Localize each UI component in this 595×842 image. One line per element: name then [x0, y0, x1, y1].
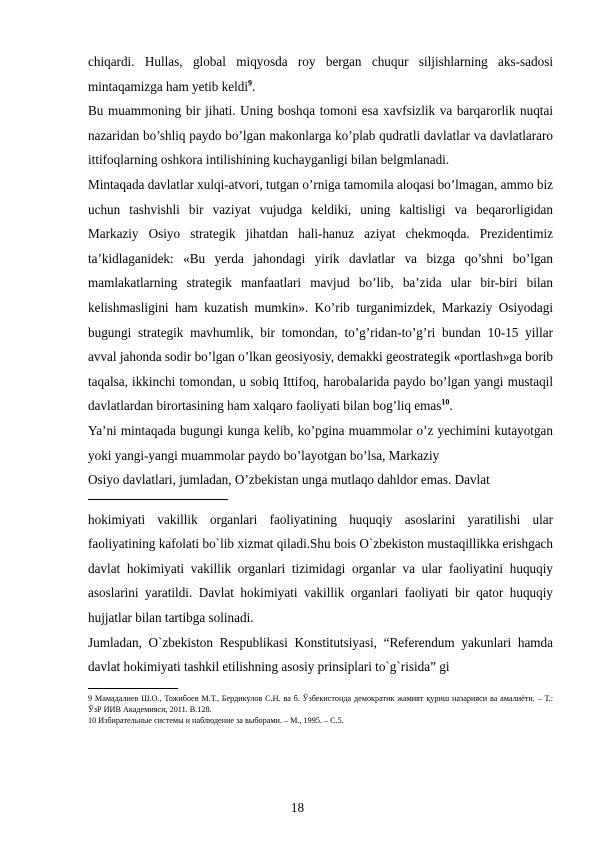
paragraph-2: Bu muammoning bir jihati. Uning boshqa tomoni esa xavfsizlik va barqarorlik nuqtai nazaridan bo’shliq paydo bo’lgan makonlarga ko’plab qudratli davlatlar va davlatlararo ittifoqlarning oshkora intilishining kuchayganligi bilan belgmlanadi. — [88, 103, 553, 168]
footnote-10: 10 Избирательные системы и наблюдение за выборами. – М., 1995. – С.5. — [88, 715, 344, 725]
footnotes — [88, 693, 553, 726]
main-text — [88, 50, 553, 726]
paragraph-4: Ya’ni mintaqada bugungi kunga kelib, ko’pgina muammolar o’z yechimini kutayotgan yoki yangi-yangi muammolar paydo bo’layotgan bo’lsa, Markaziy — [88, 422, 553, 463]
paragraph-1-end: . — [252, 78, 256, 94]
paragraph-5: hokimiyati vakillik organlari faoliyatining huquqiy asoslarini yaratilishi ular faoliyatining kafolati bo`lib xizmat qiladi.Shu bois O`zbekiston mustaqillikka erishgach davlat hokimiyati vakillik organlari tizimidagi organlar va ular faoliyatini huquqiy asoslarini yaratildi. Davlat hokimiyati vakillik organlari faoliyati bir qator huquqiy hujjatlar bilan tartibga solinadi. — [88, 511, 553, 626]
paragraph-6: Jumladan, O`zbekiston Respublikasi Konstitutsiyasi, “Referendum yakunlari hamda davlat hokimiyati tashkil etilishning asosiy prinsiplari to`g`risida” gi — [88, 634, 553, 675]
paragraph-4-continuation: Osiyo davlatlari, jumladan, O’zbekistan unga mutlaqo dahldor emas. Davlat — [88, 472, 490, 488]
footnote-ref-9: 9 — [248, 78, 253, 88]
footnote-9: 9 Мамадалиев Ш.О., Тожибоев М.Т., Бердикулов С.Н. ва б. Ўзбекистонда демократик жамият қуриш назарияси ва амалиёти. – Т.: ЎзР ИИВ Академияси, 2011. В.128. — [88, 693, 553, 714]
paragraph-3-text: Mintaqada davlatlar xulqi-atvori, tutgan o’rniga tamomila aloqasi bo’lmagan, ammo biz uchun tashvishli bir vaziyat vujudga keldiki, uning kaltisligi va beqarorligidan Markaziy Osiyo strategik jihatdan hali-hanuz aziyat chekmoqda. Prezidentimiz ta’kidlaganidek: «Bu yerda jahondagi yirik davlatlar va bizga qo’shni bo’lgan mamlakatlarning strategik manfaatlari mavjud bo’lib, ba’zida ular bir-biri bilan kelishmasligini ham kuzatish mumkin». Ko’rib turganimizdek, Markaziy Osiyodagi bugungi strategik mavhumlik, bir tomondan, to’g’ridan-to’g’ri bundan 10-15 yillar avval jahonda sodir bo’lgan o’lkan geosiyosiy, demakki geostrategik «portlash»ga borib taqalsa, ikkinchi tomondan, u sobiq Ittifoq, harobalarida paydo bo’lgan yangi mustaqil davlatlardan birortasining ham xalqaro faoliyati bilan bog’liq emas — [88, 176, 553, 414]
footnote-ref-10: 10 — [441, 397, 450, 407]
paragraph-1-text: chiqardi. Hullas, global miqyosda roy bergan chuqur siljishlarning aks-sadosi mintaqamizga ham yetib keldi — [88, 54, 553, 94]
paragraph-3-end: . — [449, 398, 453, 414]
footnote-divider — [88, 688, 178, 689]
paragraph-3 — [88, 173, 553, 419]
paragraph-1 — [88, 50, 553, 99]
page-number: 18 — [290, 800, 305, 815]
section-divider — [88, 499, 228, 500]
